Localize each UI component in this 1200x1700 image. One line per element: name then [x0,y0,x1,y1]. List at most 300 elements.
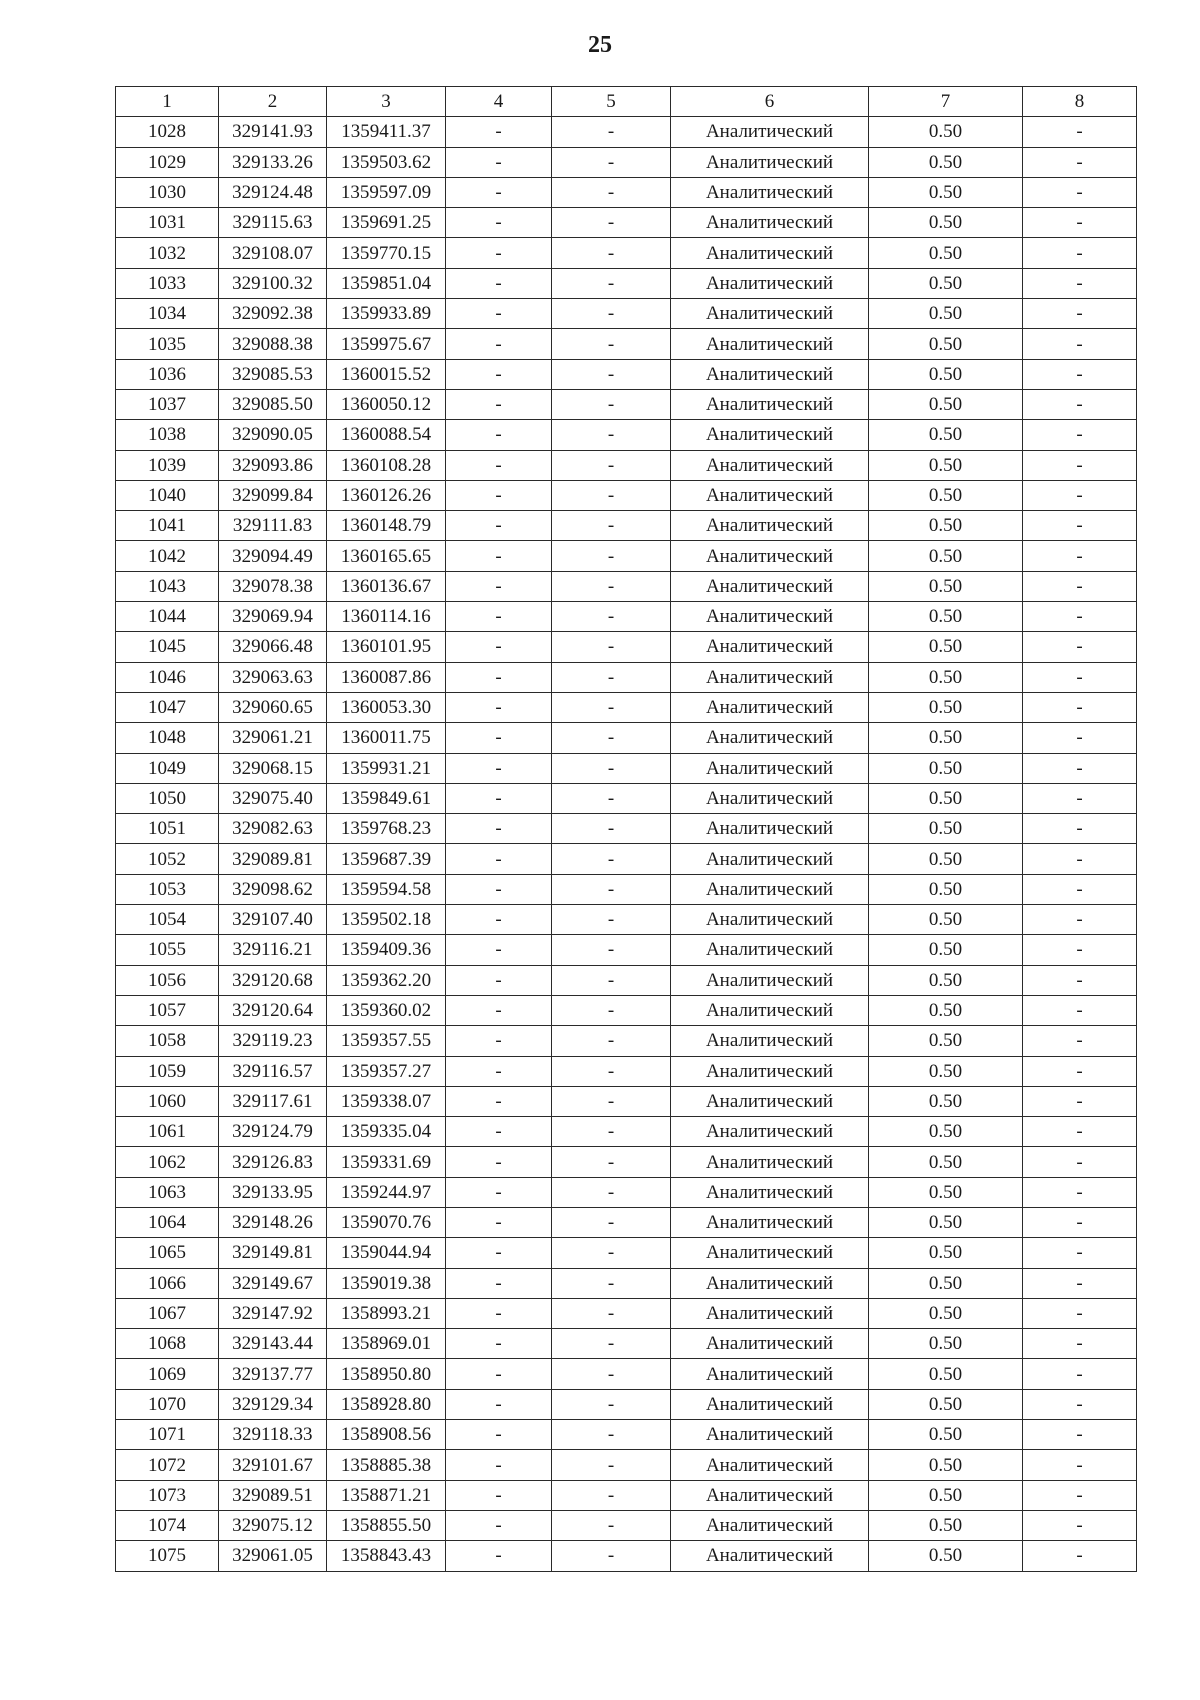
cell-method: Аналитический [671,905,869,935]
cell-accuracy: 0.50 [869,268,1023,298]
cell-x-coordinate: 329126.83 [219,1147,327,1177]
cell-point-number: 1032 [116,238,219,268]
cell-x-coordinate: 329101.67 [219,1450,327,1480]
table-row [116,844,1137,874]
cell-method: Аналитический [671,995,869,1025]
cell-col-5: - [552,511,671,541]
cell-point-number: 1059 [116,1056,219,1086]
cell-col-8: - [1023,1207,1137,1237]
cell-col-8: - [1023,329,1137,359]
table-row [116,1207,1137,1237]
table-row [116,1147,1137,1177]
cell-col-8: - [1023,117,1137,147]
coordinates-table [115,86,1137,1572]
cell-y-coordinate: 1359849.61 [327,783,446,813]
cell-accuracy: 0.50 [869,299,1023,329]
cell-accuracy: 0.50 [869,480,1023,510]
cell-col-4: - [446,1541,552,1571]
cell-accuracy: 0.50 [869,1147,1023,1177]
cell-col-4: - [446,1389,552,1419]
cell-col-8: - [1023,1510,1137,1540]
cell-point-number: 1047 [116,692,219,722]
table-row [116,1359,1137,1389]
cell-col-5: - [552,1480,671,1510]
table-row [116,692,1137,722]
cell-point-number: 1074 [116,1510,219,1540]
cell-x-coordinate: 329085.53 [219,359,327,389]
cell-x-coordinate: 329149.67 [219,1268,327,1298]
cell-accuracy: 0.50 [869,632,1023,662]
cell-col-4: - [446,1298,552,1328]
cell-col-5: - [552,1177,671,1207]
cell-x-coordinate: 329141.93 [219,117,327,147]
cell-accuracy: 0.50 [869,874,1023,904]
cell-method: Аналитический [671,1480,869,1510]
cell-x-coordinate: 329092.38 [219,299,327,329]
cell-col-5: - [552,147,671,177]
table-row [116,1268,1137,1298]
cell-y-coordinate: 1359362.20 [327,965,446,995]
cell-point-number: 1041 [116,511,219,541]
cell-x-coordinate: 329093.86 [219,450,327,480]
cell-y-coordinate: 1359594.58 [327,874,446,904]
table-row [116,1541,1137,1571]
cell-point-number: 1048 [116,723,219,753]
cell-point-number: 1051 [116,814,219,844]
cell-col-5: - [552,1298,671,1328]
cell-method: Аналитический [671,753,869,783]
cell-col-5: - [552,571,671,601]
cell-accuracy: 0.50 [869,1329,1023,1359]
cell-col-8: - [1023,602,1137,632]
cell-method: Аналитический [671,1298,869,1328]
cell-x-coordinate: 329124.79 [219,1117,327,1147]
cell-method: Аналитический [671,117,869,147]
cell-accuracy: 0.50 [869,1177,1023,1207]
cell-y-coordinate: 1359502.18 [327,905,446,935]
cell-col-8: - [1023,995,1137,1025]
cell-y-coordinate: 1360087.86 [327,662,446,692]
cell-col-8: - [1023,632,1137,662]
cell-accuracy: 0.50 [869,1510,1023,1540]
cell-col-4: - [446,420,552,450]
cell-x-coordinate: 329060.65 [219,692,327,722]
cell-col-8: - [1023,1389,1137,1419]
cell-col-8: - [1023,844,1137,874]
cell-point-number: 1042 [116,541,219,571]
cell-y-coordinate: 1358969.01 [327,1329,446,1359]
cell-point-number: 1062 [116,1147,219,1177]
table-row [116,1117,1137,1147]
cell-accuracy: 0.50 [869,1207,1023,1237]
cell-accuracy: 0.50 [869,602,1023,632]
cell-col-8: - [1023,905,1137,935]
cell-method: Аналитический [671,935,869,965]
cell-method: Аналитический [671,1026,869,1056]
cell-accuracy: 0.50 [869,692,1023,722]
cell-col-8: - [1023,1329,1137,1359]
cell-method: Аналитический [671,511,869,541]
cell-col-4: - [446,965,552,995]
cell-x-coordinate: 329082.63 [219,814,327,844]
cell-accuracy: 0.50 [869,965,1023,995]
table-row [116,147,1137,177]
cell-col-4: - [446,1450,552,1480]
table-row [116,541,1137,571]
cell-col-8: - [1023,1056,1137,1086]
cell-accuracy: 0.50 [869,571,1023,601]
table-row [116,359,1137,389]
cell-y-coordinate: 1359331.69 [327,1147,446,1177]
cell-method: Аналитический [671,844,869,874]
cell-col-4: - [446,1147,552,1177]
cell-col-4: - [446,1086,552,1116]
cell-col-4: - [446,1177,552,1207]
cell-col-4: - [446,935,552,965]
cell-x-coordinate: 329075.12 [219,1510,327,1540]
cell-y-coordinate: 1359070.76 [327,1207,446,1237]
cell-method: Аналитический [671,1420,869,1450]
cell-method: Аналитический [671,814,869,844]
cell-col-4: - [446,602,552,632]
cell-col-5: - [552,1086,671,1116]
table-row [116,1389,1137,1419]
column-header-4: 4 [446,87,552,117]
cell-method: Аналитический [671,450,869,480]
cell-x-coordinate: 329133.95 [219,1177,327,1207]
cell-col-4: - [446,692,552,722]
cell-col-4: - [446,1329,552,1359]
cell-point-number: 1067 [116,1298,219,1328]
cell-y-coordinate: 1360015.52 [327,359,446,389]
cell-x-coordinate: 329094.49 [219,541,327,571]
cell-x-coordinate: 329090.05 [219,420,327,450]
cell-method: Аналитический [671,238,869,268]
cell-x-coordinate: 329133.26 [219,147,327,177]
table-row [116,662,1137,692]
cell-point-number: 1064 [116,1207,219,1237]
table-row [116,450,1137,480]
cell-method: Аналитический [671,1147,869,1177]
cell-accuracy: 0.50 [869,238,1023,268]
cell-accuracy: 0.50 [869,117,1023,147]
cell-y-coordinate: 1360126.26 [327,480,446,510]
cell-col-4: - [446,117,552,147]
cell-accuracy: 0.50 [869,1026,1023,1056]
cell-col-4: - [446,208,552,238]
cell-col-4: - [446,571,552,601]
cell-col-4: - [446,329,552,359]
cell-accuracy: 0.50 [869,935,1023,965]
cell-x-coordinate: 329120.68 [219,965,327,995]
cell-y-coordinate: 1359044.94 [327,1238,446,1268]
cell-x-coordinate: 329108.07 [219,238,327,268]
cell-y-coordinate: 1360011.75 [327,723,446,753]
cell-y-coordinate: 1359687.39 [327,844,446,874]
cell-col-4: - [446,359,552,389]
table-row [116,965,1137,995]
cell-y-coordinate: 1359975.67 [327,329,446,359]
cell-col-8: - [1023,1541,1137,1571]
cell-x-coordinate: 329100.32 [219,268,327,298]
cell-col-4: - [446,814,552,844]
table-body [116,117,1137,1571]
cell-col-5: - [552,965,671,995]
cell-col-8: - [1023,1117,1137,1147]
column-header-2: 2 [219,87,327,117]
cell-col-4: - [446,1480,552,1510]
page-number: 25 [588,32,612,58]
cell-col-5: - [552,1359,671,1389]
cell-method: Аналитический [671,571,869,601]
cell-y-coordinate: 1359768.23 [327,814,446,844]
cell-col-8: - [1023,723,1137,753]
cell-y-coordinate: 1359933.89 [327,299,446,329]
cell-y-coordinate: 1360108.28 [327,450,446,480]
table-row [116,1177,1137,1207]
column-header-5: 5 [552,87,671,117]
table-row [116,935,1137,965]
cell-col-8: - [1023,1359,1137,1389]
cell-col-8: - [1023,208,1137,238]
cell-y-coordinate: 1358885.38 [327,1450,446,1480]
cell-point-number: 1060 [116,1086,219,1116]
cell-col-5: - [552,753,671,783]
table-row [116,1329,1137,1359]
cell-point-number: 1072 [116,1450,219,1480]
cell-method: Аналитический [671,147,869,177]
cell-x-coordinate: 329116.21 [219,935,327,965]
cell-col-5: - [552,1510,671,1540]
cell-col-5: - [552,450,671,480]
cell-method: Аналитический [671,389,869,419]
cell-col-4: - [446,1268,552,1298]
cell-x-coordinate: 329111.83 [219,511,327,541]
cell-col-4: - [446,1207,552,1237]
cell-x-coordinate: 329089.51 [219,1480,327,1510]
cell-accuracy: 0.50 [869,541,1023,571]
cell-col-5: - [552,299,671,329]
cell-y-coordinate: 1360050.12 [327,389,446,419]
cell-point-number: 1056 [116,965,219,995]
cell-accuracy: 0.50 [869,208,1023,238]
cell-col-5: - [552,692,671,722]
table-row [116,511,1137,541]
cell-point-number: 1033 [116,268,219,298]
table-row [116,329,1137,359]
cell-method: Аналитический [671,177,869,207]
cell-col-4: - [446,1056,552,1086]
cell-point-number: 1068 [116,1329,219,1359]
cell-point-number: 1071 [116,1420,219,1450]
cell-y-coordinate: 1360088.54 [327,420,446,450]
table-row [116,814,1137,844]
cell-col-4: - [446,662,552,692]
cell-method: Аналитический [671,1207,869,1237]
cell-y-coordinate: 1360136.67 [327,571,446,601]
cell-accuracy: 0.50 [869,995,1023,1025]
column-header-6: 6 [671,87,869,117]
cell-col-4: - [446,268,552,298]
cell-point-number: 1057 [116,995,219,1025]
cell-method: Аналитический [671,268,869,298]
cell-col-5: - [552,1238,671,1268]
cell-point-number: 1028 [116,117,219,147]
cell-col-5: - [552,420,671,450]
cell-point-number: 1034 [116,299,219,329]
cell-point-number: 1061 [116,1117,219,1147]
cell-col-5: - [552,359,671,389]
cell-method: Аналитический [671,208,869,238]
cell-x-coordinate: 329078.38 [219,571,327,601]
cell-method: Аналитический [671,1510,869,1540]
cell-point-number: 1073 [116,1480,219,1510]
cell-col-5: - [552,1117,671,1147]
cell-col-5: - [552,117,671,147]
cell-col-8: - [1023,692,1137,722]
cell-method: Аналитический [671,1238,869,1268]
cell-accuracy: 0.50 [869,662,1023,692]
cell-y-coordinate: 1359597.09 [327,177,446,207]
cell-col-4: - [446,1420,552,1450]
cell-accuracy: 0.50 [869,329,1023,359]
cell-col-4: - [446,874,552,904]
cell-method: Аналитический [671,1086,869,1116]
cell-method: Аналитический [671,783,869,813]
cell-col-8: - [1023,874,1137,904]
cell-x-coordinate: 329118.33 [219,1420,327,1450]
cell-point-number: 1075 [116,1541,219,1571]
cell-col-5: - [552,389,671,419]
cell-method: Аналитический [671,662,869,692]
cell-col-8: - [1023,783,1137,813]
cell-method: Аналитический [671,1389,869,1419]
cell-x-coordinate: 329063.63 [219,662,327,692]
cell-col-8: - [1023,389,1137,419]
cell-x-coordinate: 329107.40 [219,905,327,935]
cell-col-5: - [552,874,671,904]
cell-col-8: - [1023,814,1137,844]
cell-col-8: - [1023,1147,1137,1177]
cell-col-5: - [552,268,671,298]
cell-y-coordinate: 1358928.80 [327,1389,446,1419]
table-row [116,268,1137,298]
table-row [116,1298,1137,1328]
cell-col-8: - [1023,1268,1137,1298]
cell-col-4: - [446,753,552,783]
table-row [116,208,1137,238]
table-row [116,1510,1137,1540]
cell-point-number: 1036 [116,359,219,389]
table-row [116,238,1137,268]
cell-point-number: 1030 [116,177,219,207]
cell-col-4: - [446,1238,552,1268]
cell-col-8: - [1023,541,1137,571]
table-row [116,117,1137,147]
column-header-7: 7 [869,87,1023,117]
cell-col-8: - [1023,1026,1137,1056]
cell-col-4: - [446,450,552,480]
cell-method: Аналитический [671,1541,869,1571]
cell-col-8: - [1023,1420,1137,1450]
cell-method: Аналитический [671,1177,869,1207]
cell-col-4: - [446,1117,552,1147]
cell-col-8: - [1023,238,1137,268]
cell-x-coordinate: 329098.62 [219,874,327,904]
cell-method: Аналитический [671,420,869,450]
cell-col-5: - [552,1056,671,1086]
cell-y-coordinate: 1358950.80 [327,1359,446,1389]
cell-point-number: 1046 [116,662,219,692]
cell-col-4: - [446,632,552,662]
cell-col-5: - [552,329,671,359]
cell-col-8: - [1023,480,1137,510]
cell-x-coordinate: 329116.57 [219,1056,327,1086]
cell-accuracy: 0.50 [869,723,1023,753]
table-row [116,389,1137,419]
cell-accuracy: 0.50 [869,389,1023,419]
table-header-row [116,87,1137,117]
cell-col-5: - [552,1541,671,1571]
cell-x-coordinate: 329120.64 [219,995,327,1025]
table-row [116,480,1137,510]
table-row [116,753,1137,783]
cell-x-coordinate: 329088.38 [219,329,327,359]
cell-method: Аналитический [671,1117,869,1147]
cell-accuracy: 0.50 [869,177,1023,207]
cell-col-8: - [1023,1298,1137,1328]
cell-accuracy: 0.50 [869,1086,1023,1116]
cell-accuracy: 0.50 [869,753,1023,783]
cell-col-5: - [552,602,671,632]
cell-col-5: - [552,1389,671,1419]
cell-y-coordinate: 1359357.27 [327,1056,446,1086]
cell-accuracy: 0.50 [869,359,1023,389]
table-row [116,783,1137,813]
column-header-1: 1 [116,87,219,117]
cell-x-coordinate: 329137.77 [219,1359,327,1389]
cell-col-4: - [446,480,552,510]
cell-accuracy: 0.50 [869,1541,1023,1571]
cell-accuracy: 0.50 [869,1450,1023,1480]
cell-col-4: - [446,147,552,177]
cell-x-coordinate: 329061.21 [219,723,327,753]
table-row [116,1480,1137,1510]
table-row [116,632,1137,662]
cell-col-8: - [1023,1450,1137,1480]
table-row [116,1056,1137,1086]
cell-x-coordinate: 329068.15 [219,753,327,783]
cell-x-coordinate: 329149.81 [219,1238,327,1268]
cell-y-coordinate: 1358993.21 [327,1298,446,1328]
cell-y-coordinate: 1360101.95 [327,632,446,662]
cell-accuracy: 0.50 [869,905,1023,935]
table-row [116,1450,1137,1480]
cell-point-number: 1052 [116,844,219,874]
cell-accuracy: 0.50 [869,783,1023,813]
cell-method: Аналитический [671,1268,869,1298]
cell-y-coordinate: 1360053.30 [327,692,446,722]
cell-col-4: - [446,299,552,329]
cell-accuracy: 0.50 [869,814,1023,844]
cell-col-8: - [1023,662,1137,692]
cell-col-4: - [446,238,552,268]
cell-col-8: - [1023,935,1137,965]
table-row [116,874,1137,904]
cell-accuracy: 0.50 [869,511,1023,541]
cell-accuracy: 0.50 [869,450,1023,480]
cell-x-coordinate: 329148.26 [219,1207,327,1237]
